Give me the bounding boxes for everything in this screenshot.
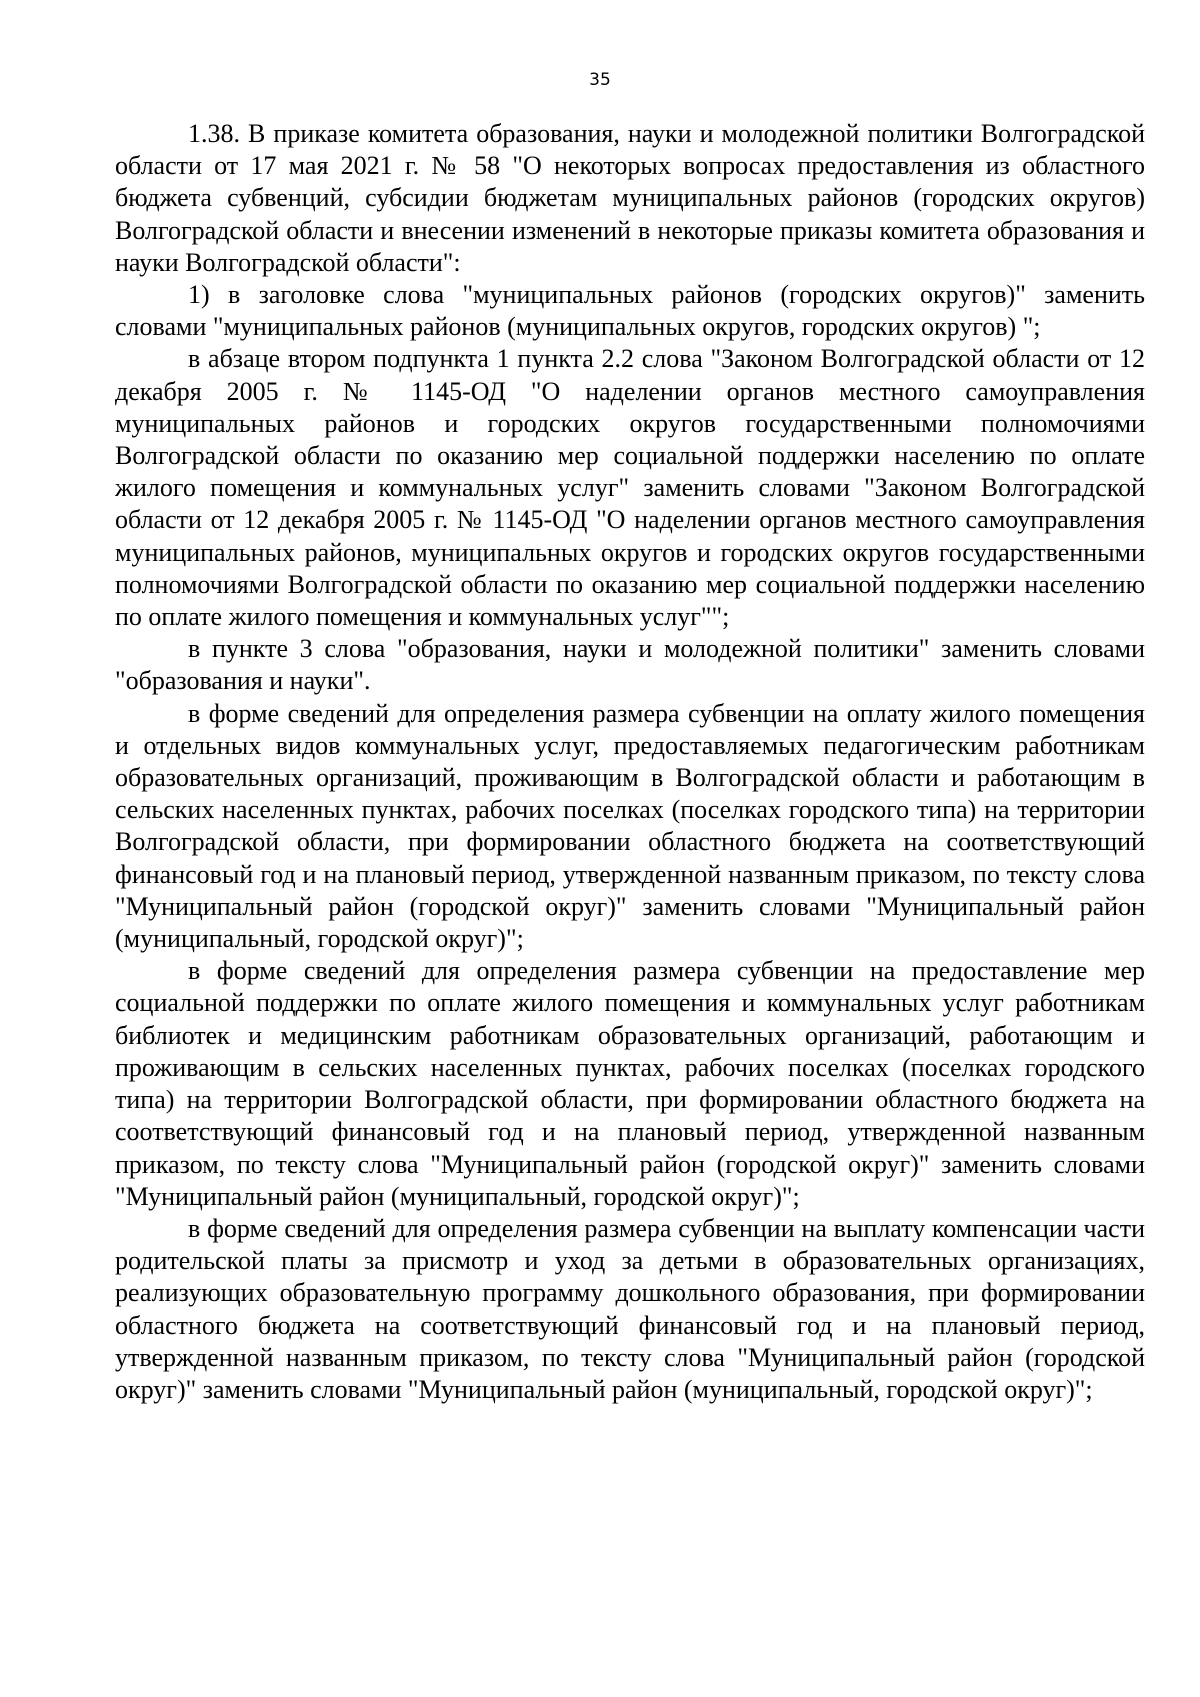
paragraph-form-social-support: в форме сведений для определения размера субвенции на предоставление мер социальной поддержки по оплате жилого помещения и коммунальных услуг работникам библиотек и медицинским работникам образовательных организаций, работающим и проживающим в сельских населенных пунктах, рабочих поселках (поселках городского типа) на территории Волгоградской области, при формировании областного бюджета на соответствующий финансовый год и на плановый период, утвержденной названным приказом, по тексту слова "Муниципальный район (городской округ)" заменить словами "Муниципальный район (муниципальный, городской округ)"; [115, 956, 1145, 1211]
paragraph-item-3: в пункте 3 слова "образования, науки и молодежной политики" заменить словами "образования и науки". [115, 634, 1145, 696]
paragraph-form-parental-fee: в форме сведений для определения размера субвенции на выплату компенсации части родительской платы за присмотр и уход за детьми в образовательных организациях, реализующих образовательную программу дошкольного образования, при формировании областного бюджета на соответствующий финансовый год и на плановый период, утвержденной названным приказом, по тексту слова "Муниципальный район (городской округ)" заменить словами "Муниципальный район (муниципальный, городской округ)"; [115, 1213, 1145, 1404]
document-body [115, 118, 1145, 1406]
paragraph-form-housing-teachers: в форме сведений для определения размера субвенции на оплату жилого помещения и отдельных видов коммунальных услуг, предоставляемых педагогическим работникам образовательных организаций, проживающим в Волгоградской области и работающим в сельских населенных пунктах, рабочих поселках (поселках городского типа) на территории Волгоградской области, при формировании областного бюджета на соответствующий финансовый год и на плановый период, утвержденной названным приказом, по тексту слова "Муниципальный район (городской округ)" заменить словами "Муниципальный район (муниципальный, городской округ)"; [115, 698, 1145, 954]
page-number: 35 [589, 70, 611, 90]
paragraph-subitem-2-2: в абзаце втором подпункта 1 пункта 2.2 слова "Законом Волгоградской области от 12 декабря 2005 г. № 1145-ОД "О наделении органов местного самоуправления муниципальных районов и городских округов государственными полномочиями Волгоградской области по оказанию мер социальной поддержки населению по оплате жилого помещения и коммунальных услуг" заменить словами "Законом Волгоградской области от 12 декабря 2005 г. № 1145-ОД "О наделении органов местного самоуправления муниципальных районов, муниципальных округов и городских округов государственными полномочиями Волгоградской области по оказанию мер социальной поддержки населению по оплате жилого помещения и коммунальных услуг""; [115, 344, 1145, 632]
paragraph-1-38-intro: 1.38. В приказе комитета образования, науки и молодежной политики Волгоградской области от 17 мая 2021 г. № 58 "О некоторых вопросах предоставления из областного бюджета субвенций, субсидии бюджетам муниципальных районов (городских округов) Волгоградской области и внесении изменений в некоторые приказы комитета образования и науки Волгоградской области": [115, 119, 1145, 277]
paragraph-title-change: 1) в заголовке слова "муниципальных районов (городских округов)" заменить словами "муниципальных районов (муниципальных округов, городских округов) "; [115, 280, 1145, 342]
